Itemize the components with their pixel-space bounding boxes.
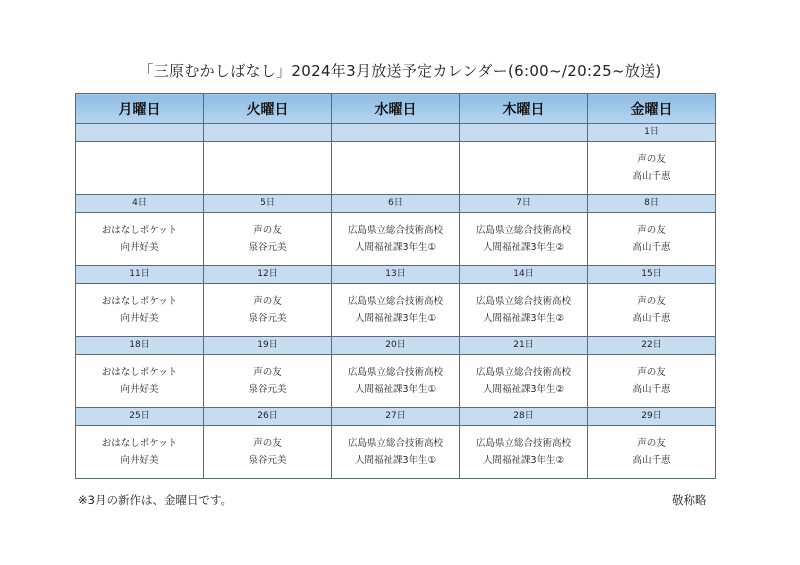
program-reader: 高山千恵 (632, 171, 671, 182)
program-title: 声の友 (637, 225, 666, 236)
program-title: おはなしポケット (101, 367, 178, 378)
program-reader: 人間福祉課3年生② (482, 455, 565, 466)
program-row (76, 284, 716, 337)
calendar-body (76, 124, 716, 479)
program-reader: 高山千恵 (632, 313, 671, 324)
date-cell (204, 124, 332, 142)
program-title: 声の友 (637, 296, 666, 307)
date-cell: 29日 (588, 408, 716, 426)
program-cell (204, 355, 332, 408)
program-title: 広島県立総合技術高校 (347, 296, 443, 307)
program-cell (588, 426, 716, 479)
program-title: 声の友 (253, 367, 282, 378)
program-reader: 向井好美 (120, 384, 159, 395)
program-cell (76, 284, 204, 337)
date-cell: 28日 (460, 408, 588, 426)
program-title: 声の友 (637, 438, 666, 449)
program-row (76, 355, 716, 408)
program-cell (76, 426, 204, 479)
date-row (76, 124, 716, 142)
date-row (76, 337, 716, 355)
date-cell: 27日 (332, 408, 460, 426)
program-reader: 人間福祉課3年生② (482, 242, 565, 253)
program-cell (460, 213, 588, 266)
program-cell (588, 142, 716, 195)
date-cell: 19日 (204, 337, 332, 355)
program-reader: 人間福祉課3年生① (354, 242, 437, 253)
date-cell: 5日 (204, 195, 332, 213)
date-cell: 25日 (76, 408, 204, 426)
program-title: おはなしポケット (101, 225, 178, 236)
program-cell (588, 284, 716, 337)
program-cell (332, 142, 460, 195)
program-cell (588, 355, 716, 408)
date-cell: 12日 (204, 266, 332, 284)
date-cell: 11日 (76, 266, 204, 284)
program-title: 広島県立総合技術高校 (475, 438, 571, 449)
program-title: 広島県立総合技術高校 (475, 225, 571, 236)
weekday-header-row (76, 94, 716, 124)
program-cell (332, 284, 460, 337)
date-cell: 21日 (460, 337, 588, 355)
schedule-calendar (75, 93, 716, 479)
date-cell: 22日 (588, 337, 716, 355)
program-cell (588, 213, 716, 266)
program-row (76, 426, 716, 479)
program-cell (204, 213, 332, 266)
program-reader: 人間福祉課3年生② (482, 384, 565, 395)
program-title: 広島県立総合技術高校 (475, 367, 571, 378)
date-cell: 26日 (204, 408, 332, 426)
program-reader: 泉谷元美 (248, 384, 287, 395)
program-title: 声の友 (637, 154, 666, 165)
program-cell (460, 284, 588, 337)
program-title: おはなしポケット (101, 438, 178, 449)
program-title: 声の友 (253, 296, 282, 307)
date-row (76, 266, 716, 284)
footnote: ※3月の新作は、金曜日です。 (78, 493, 233, 507)
program-reader: 向井好美 (120, 242, 159, 253)
program-cell (460, 355, 588, 408)
program-cell (332, 426, 460, 479)
program-title: 広島県立総合技術高校 (475, 296, 571, 307)
program-row (76, 142, 716, 195)
date-cell: 14日 (460, 266, 588, 284)
program-cell (460, 426, 588, 479)
program-reader: 人間福祉課3年生② (482, 313, 565, 324)
program-title: 広島県立総合技術高校 (347, 438, 443, 449)
weekday-header-monday: 月曜日 (76, 94, 204, 124)
date-cell: 18日 (76, 337, 204, 355)
program-cell (460, 142, 588, 195)
program-reader: 高山千恵 (632, 384, 671, 395)
date-cell: 1日 (588, 124, 716, 142)
program-reader: 向井好美 (120, 455, 159, 466)
program-title: 声の友 (253, 438, 282, 449)
date-cell: 8日 (588, 195, 716, 213)
date-cell: 13日 (332, 266, 460, 284)
program-reader: 人間福祉課3年生① (354, 384, 437, 395)
program-reader: 人間福祉課3年生① (354, 313, 437, 324)
honorific-note: 敬称略 (672, 493, 707, 507)
program-reader: 高山千恵 (632, 455, 671, 466)
date-cell (332, 124, 460, 142)
date-cell: 7日 (460, 195, 588, 213)
program-cell (204, 142, 332, 195)
date-row (76, 195, 716, 213)
program-title: 声の友 (253, 225, 282, 236)
date-row (76, 408, 716, 426)
weekday-header-tuesday: 火曜日 (204, 94, 332, 124)
weekday-header-thursday: 木曜日 (460, 94, 588, 124)
program-reader: 泉谷元美 (248, 313, 287, 324)
program-reader: 向井好美 (120, 313, 159, 324)
program-reader: 人間福祉課3年生① (354, 455, 437, 466)
program-reader: 高山千恵 (632, 242, 671, 253)
program-cell (332, 355, 460, 408)
program-title: 広島県立総合技術高校 (347, 367, 443, 378)
page-title: 「三原むかしばなし」2024年3月放送予定カレンダー(6:00~/20:25~放送) (138, 62, 662, 80)
date-cell (76, 124, 204, 142)
program-row (76, 213, 716, 266)
date-cell: 20日 (332, 337, 460, 355)
date-cell: 15日 (588, 266, 716, 284)
weekday-header-friday: 金曜日 (588, 94, 716, 124)
program-title: おはなしポケット (101, 296, 178, 307)
program-cell (204, 284, 332, 337)
program-cell (204, 426, 332, 479)
date-cell (460, 124, 588, 142)
program-title: 広島県立総合技術高校 (347, 225, 443, 236)
program-reader: 泉谷元美 (248, 455, 287, 466)
program-cell (332, 213, 460, 266)
weekday-header-wednesday: 水曜日 (332, 94, 460, 124)
program-title: 声の友 (637, 367, 666, 378)
date-cell: 6日 (332, 195, 460, 213)
program-cell (76, 355, 204, 408)
program-cell (76, 142, 204, 195)
date-cell: 4日 (76, 195, 204, 213)
program-reader: 泉谷元美 (248, 242, 287, 253)
program-cell (76, 213, 204, 266)
